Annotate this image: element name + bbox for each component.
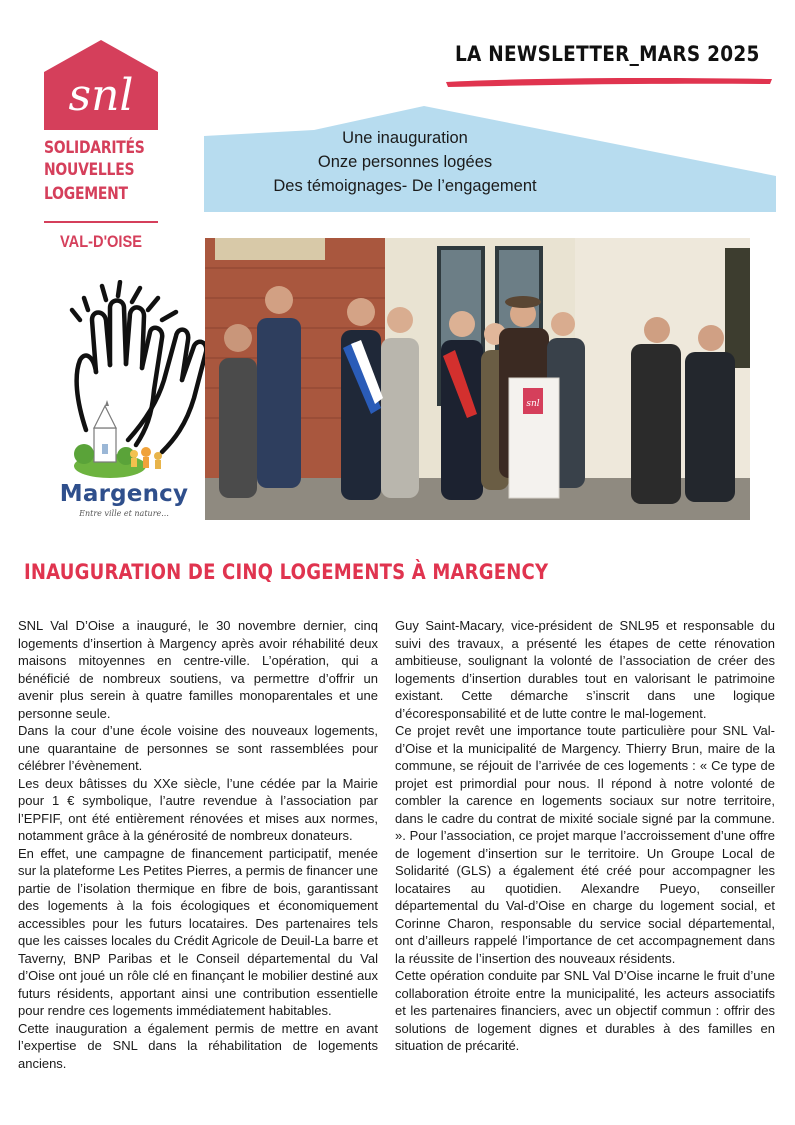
house-logo-icon (44, 38, 158, 130)
article-paragraph: Cette opération conduite par SNL Val D’Oise incarne le fruit d’une collaboration étroite entre la municipalité, les acteurs associatifs et les partenaires financiers, avec un objectif commun : offrir des solutions de logement dignes et durables à des familles en situation de précarité. (395, 968, 775, 1053)
logo-line-2: NOUVELLES (44, 160, 135, 180)
logo-mark-text: snl (68, 70, 134, 121)
banner-headlines (240, 126, 570, 198)
article-left-column (18, 617, 378, 1072)
article-paragraph: SNL Val D’Oise a inauguré, le 30 novembre dernier, cinq logements d’insertion à Margency après avoir réhabilité deux maisons mitoyennes en centre-ville. L’opération, qui a bénéficié de nombreux soutiens, va permettre d’offrir un avenir plus serein à quatre familles monoparentales et une personne seule. (18, 618, 378, 721)
margency-tagline: Entre ville et nature... (79, 509, 169, 518)
inauguration-photo (205, 238, 750, 520)
article-paragraph: Les deux bâtisses du XXe siècle, l’une cédée par la Mairie pour 1 € symbolique, l’autre revendue à l’association par l’EPFIF, ont été entièrement rénovées et mises aux normes, notamment grâce à la générosité de nombreux donateurs. (18, 775, 378, 843)
article-paragraph: Ce projet revêt une importance toute particulière pour SNL Val-d’Oise et la municipalité de Margency. Thierry Brun, maire de la commune, se réjouit de l’arrivée de ces logements : « Ce type de projet est primordial pour nous. Il répond à notre volonté de combler la carence en logements sociaux sur notre territoire, dans le cadre du contrat de mixité sociale signé par la commune. ». Pour l’association, ce projet marque l’accroissement d’une offre de logement d’insertion sur le territoire. Un Groupe Local de Solidarité (GLS) a également été créé pour accompagner les locataires au quotidien. Alexandre Pueyo, conseiller départemental du Val-d’Oise en charge du logement social, et Corinne Charon, responsable du service social départemental, ont d’ailleurs rappelé l’importance de cet accompagnement dans la réussite de l’insertion des nouveaux résidents. (395, 723, 775, 966)
margency-name: Margency (59, 481, 189, 507)
banner-line-3: Des témoignages- De l’engagement (273, 177, 537, 195)
article-paragraph: Dans la cour d’une école voisine des nouveaux logements, une quarantaine de personnes se sont rassemblées pour célébrer l’évènement. (18, 723, 378, 773)
banner-line-2: Onze personnes logées (317, 153, 493, 171)
article-right-column (395, 617, 775, 1055)
snl-logo (40, 38, 162, 256)
article-paragraph: En effet, une campagne de financement participatif, menée sur la plateforme Les Petites Pierres, a permis de financer une partie de l’isolation thermique en fibre de bois, garantissant des logements à la fois écologiques et économiquement accessibles pour les futurs locataires. Des partenaires tels que les caisses locales du Crédit Agricole de Deuil-La barre et Taverny, BNP Paribas et le Conseil départemental du Val d’Oise ont joué un rôle clé en finançant le mobilier destiné aux futurs résidents, apportant ainsi une contribution essentielle pour rendre ces logements immédiatement habitables. (18, 845, 378, 1018)
article-title: INAUGURATION DE CINQ LOGEMENTS À MARGENCY (24, 560, 549, 584)
podium-logo-text: snl (526, 399, 540, 409)
article-paragraph: Guy Saint-Macary, vice-président de SNL95 et responsable du suivi des travaux, a présenté les étapes de cette rénovation ambitieuse, soulignant la volonté de l’association de créer des logements d’insertion durables tout en valorisant le patrimoine existant. Cette démarche s’inscrit dans une logique d’écoresponsabilité et de lutte contre le mal-logement. (395, 618, 775, 721)
logo-line-3: LOGEMENT (44, 184, 128, 204)
logo-line-1: SOLIDARITÉS (44, 138, 145, 158)
title-underline-swoosh (444, 74, 774, 88)
banner-line-1: Une inauguration (342, 129, 468, 147)
newsletter-title: LA NEWSLETTER_MARS 2025 (455, 42, 760, 66)
logo-divider (44, 221, 158, 223)
logo-city: VAL-D'OISE (60, 232, 142, 251)
article-paragraph: Cette inauguration a également permis de mettre en avant l’expertise de SNL dans la réhabilitation de logements anciens. (18, 1020, 378, 1071)
